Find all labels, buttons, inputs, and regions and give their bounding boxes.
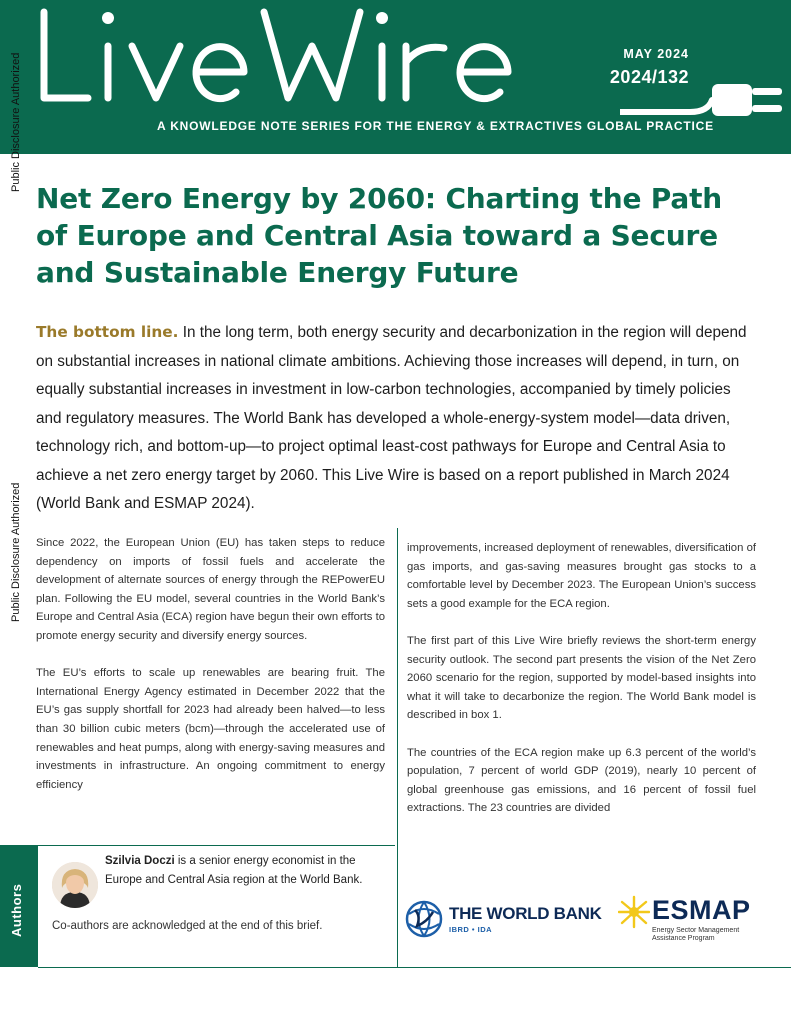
column-divider — [397, 528, 398, 968]
disclosure-label-mid: Public Disclosure Authorized — [10, 482, 22, 622]
live-wire-logo — [30, 0, 590, 118]
author-avatar — [52, 862, 98, 908]
globe-icon — [405, 900, 443, 938]
issue-month: MAY 2024 — [623, 47, 689, 61]
author-name: Szilvia Doczi — [105, 855, 175, 867]
coauthors-note: Co-authors are acknowledged at the end of this brief. — [52, 920, 323, 932]
page-title: Net Zero Energy by 2060: Charting the Path of Europe and Central Asia toward a Secure and Sustainable Energy Future — [36, 182, 722, 289]
body-column-left — [36, 534, 385, 813]
bottom-line-text: In the long term, both energy security and decarbonization in the region will depend on substantial increases in national climate ambitions. Achieving those increases will depend, in turn, on equally substantial increases in investment in low-carbon technologies, accompanied by timely policies and regulatory measures. The World Bank has developed a whole-energy-system model—data driven, technology rich, and bottom-up—to project optimal least-cost pathways for Europe and Central Asia to achieve a net zero energy target by 2060. This Live Wire is based on a report published in March 2024 (World Bank and ESMAP 2024). — [36, 324, 747, 512]
world-bank-logo — [405, 898, 600, 942]
bottom-line-paragraph — [36, 318, 758, 519]
body-paragraph: The countries of the ECA region make up 6.3 percent of the world’s population, 7 percent of world GDP (2019), nearly 10 percent of global greenhouse gas emissions, and 16 percent of fossil fuel extractions. The 23 countries are divided — [407, 746, 756, 815]
sunburst-icon — [618, 895, 650, 929]
body-column-right — [407, 539, 756, 837]
bottom-line-label: The bottom line. — [36, 323, 179, 341]
author-description: is a senior energy economist in the Europe and Central Asia region at the World Bank. — [105, 855, 363, 886]
issue-number: 2024/132 — [609, 67, 689, 87]
author-bio — [105, 852, 395, 890]
body-paragraph: Since 2022, the European Union (EU) has taken steps to reduce dependency on imports of fossil fuels and accelerate the development of alternate sources of energy through the REPowerEU plan. Following the EU model, several countries in the World Bank’s Europe and Central Asia (ECA) region have begun their own efforts to promote energy security and diversify energy sources. — [36, 537, 385, 642]
series-tagline: A KNOWLEDGE NOTE SERIES FOR THE ENERGY & EXTRACTIVES GLOBAL PRACTICE — [157, 119, 714, 133]
authors-box-bottom-rule — [38, 967, 791, 968]
authors-box-top-rule — [38, 845, 395, 846]
world-bank-sub: IBRD • IDA — [449, 925, 493, 934]
body-paragraph: improvements, increased deployment of renewables, diversification of gas imports, and gas-saving measures brought gas stocks to a comfortable level by December 2023. The European Union’s success sets a good example for the ECA region. — [407, 542, 756, 610]
esmap-sub: Energy Sector Management Assistance Program — [652, 927, 740, 942]
body-paragraph: The first part of this Live Wire briefly reviews the short-term energy security outlook. The second part presents the vision of the Net Zero 2060 scenario for the region, supported by model-based insights into what it will take to decarbonize the region. The World Bank model is described in box 1. — [407, 634, 756, 722]
authors-label: Authors — [9, 883, 24, 937]
esmap-name: ESMAP — [652, 895, 751, 925]
esmap-logo — [618, 895, 768, 947]
disclosure-label-top: Public Disclosure Authorized — [10, 52, 22, 192]
world-bank-name: THE WORLD BANK — [449, 904, 602, 923]
body-paragraph: The EU’s efforts to scale up renewables are bearing fruit. The International Energy Agency estimated in December 2022 that the EU’s gas supply shortfall for 2023 had already been halved—to less than 30 billion cubic meters (bcm)—through the accelerated use of renewables and heat pumps, along with energy-saving measures and investments in infrastructure. An ongoing commitment to energy efficiency — [36, 667, 385, 791]
header-banner — [0, 0, 791, 154]
